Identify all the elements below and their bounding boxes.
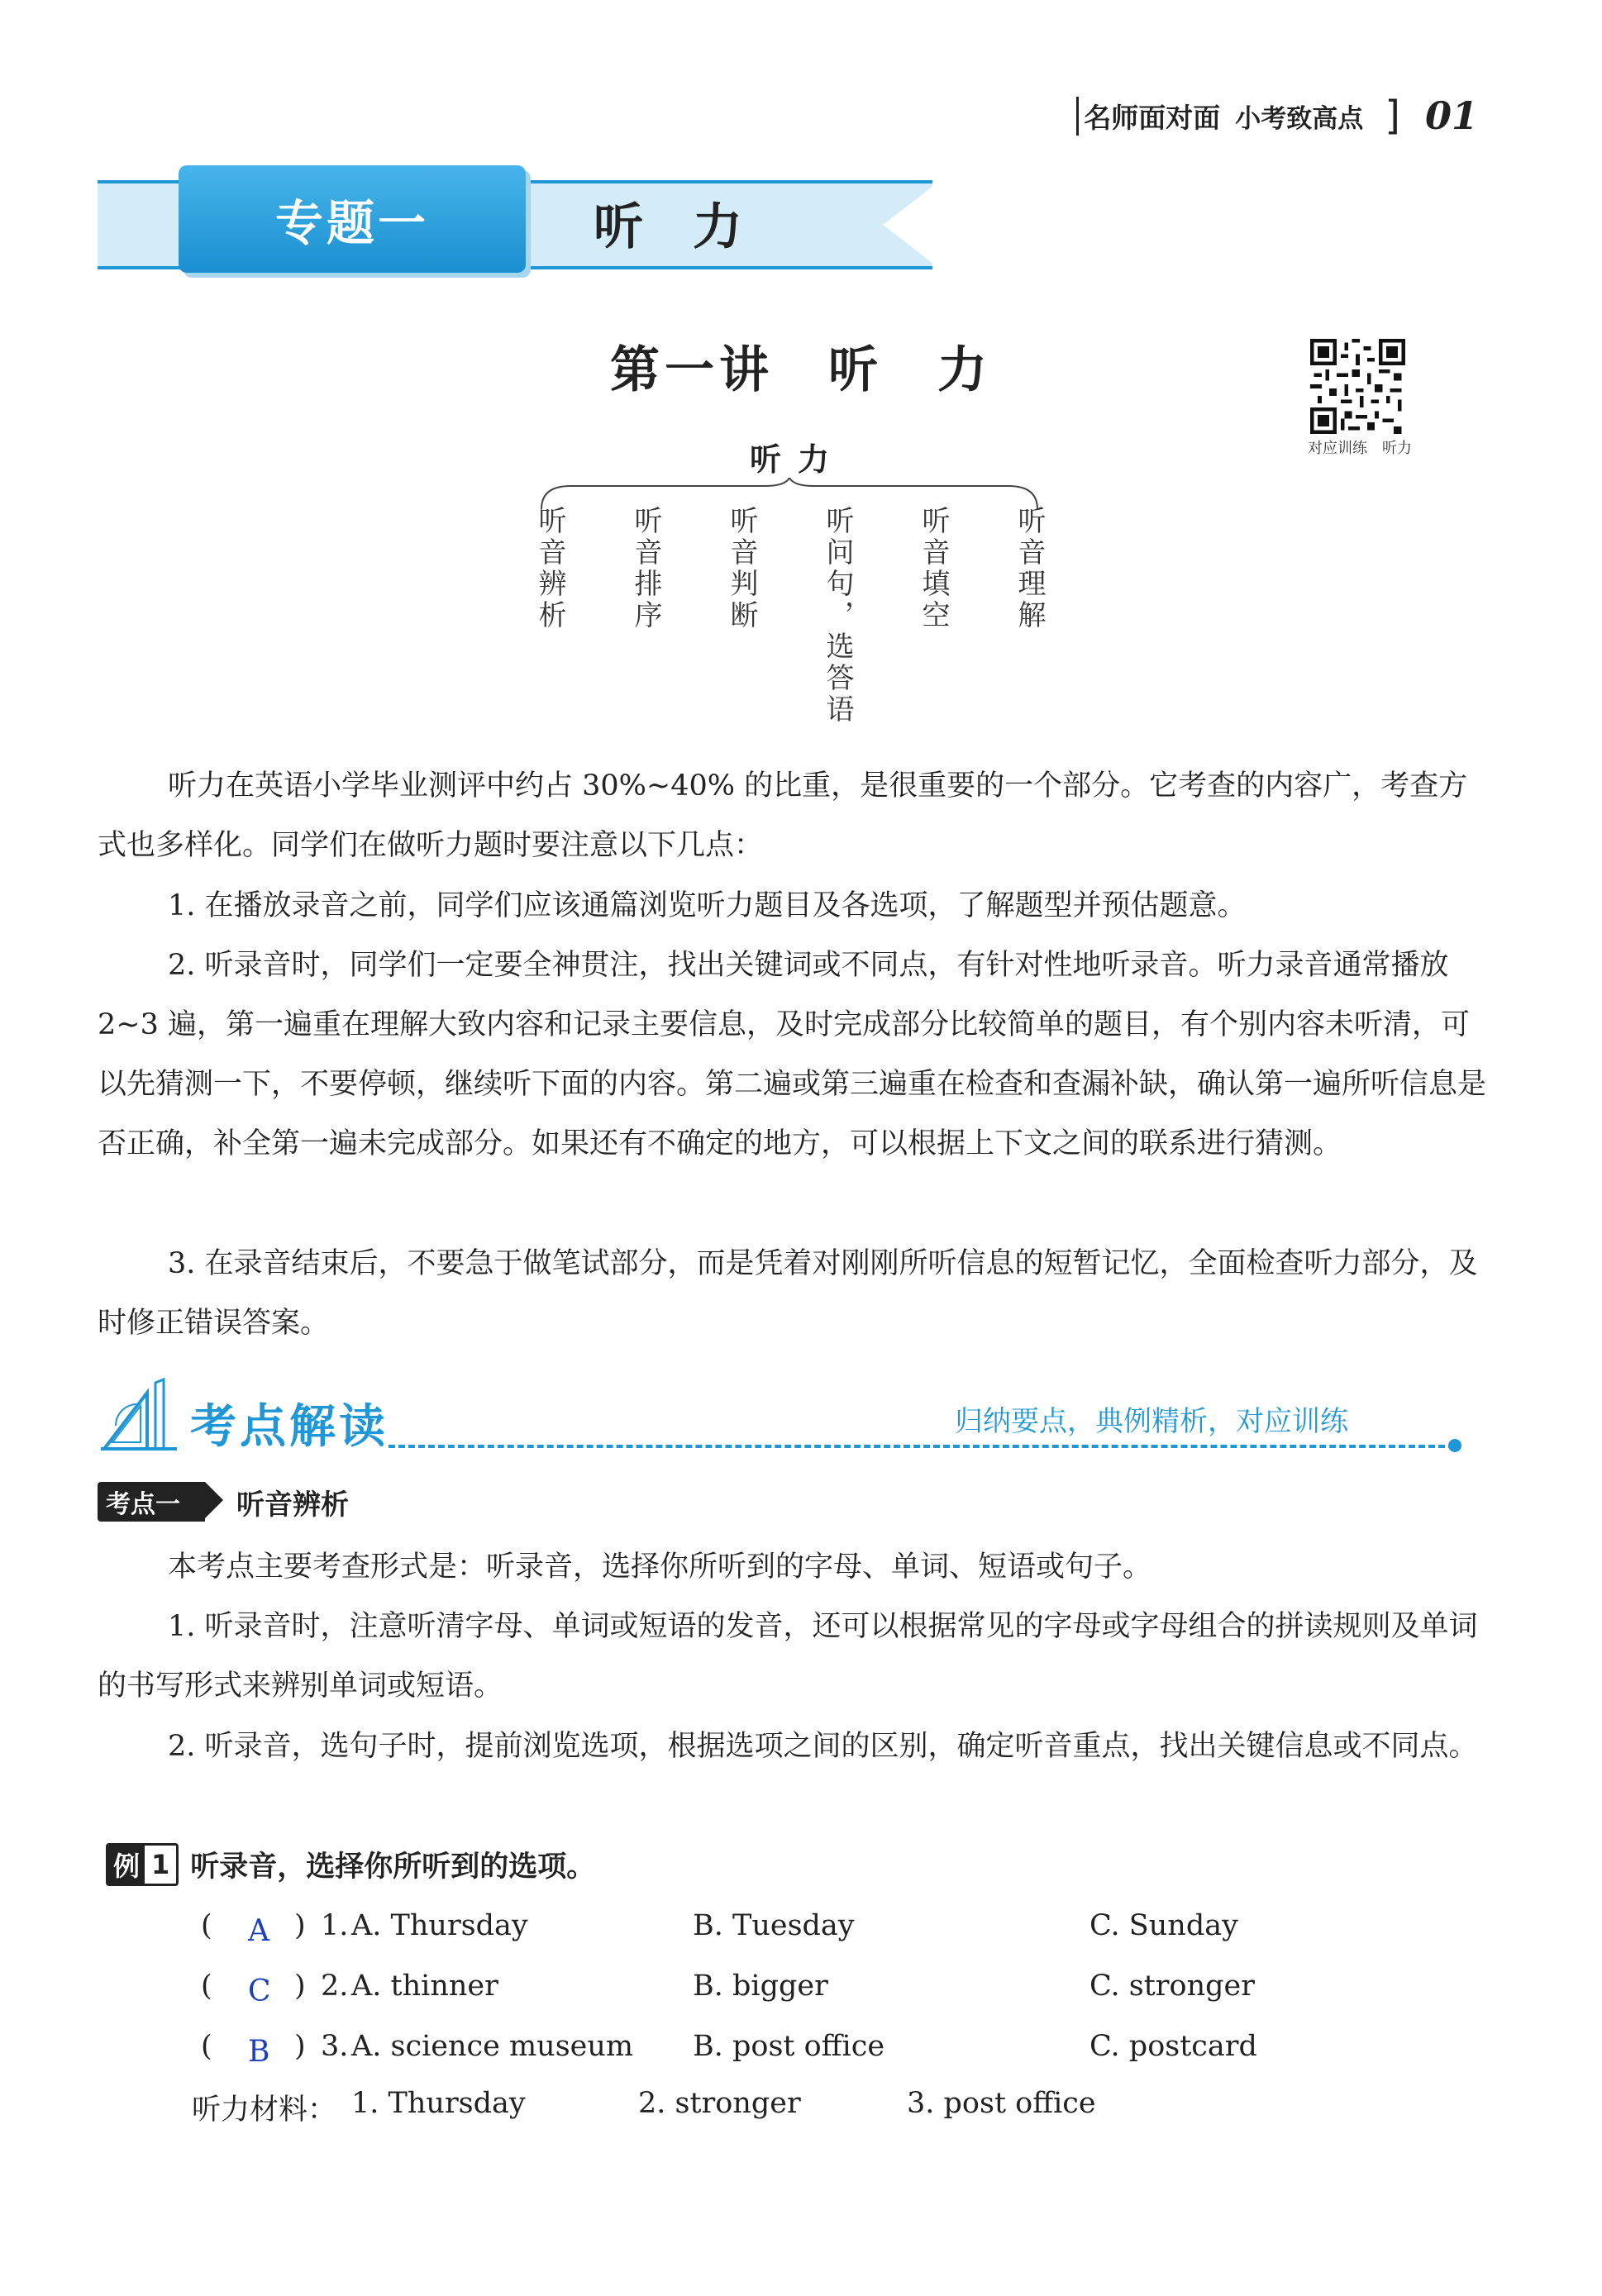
kaodian-paragraph-3: 2. 听录音，选句子时，提前浏览选项，根据选项之间的区别，确定听音重点，找出关键信息或不同点。 — [168, 1730, 1478, 1763]
option-a: A. science museum — [351, 2030, 634, 2063]
answer-mark: B — [248, 2035, 270, 2069]
material-item: 2. stronger — [638, 2087, 801, 2120]
question-row: ( A ) 1. A. Thursday B. Tuesday C. Sunday — [201, 1909, 1238, 1948]
example-badge: 例 1 — [106, 1843, 179, 1886]
example-instruction: 听录音，选择你所听到的选项。 — [190, 1851, 596, 1884]
question-row: ( B ) 3. A. science museum B. post office C. postcard — [201, 2030, 1257, 2069]
topic-title: 听力 — [594, 198, 792, 256]
section-subtitle: 归纳要点，典例精析，对应训练 — [955, 1405, 1348, 1438]
mind-map-branch: 听音判断 — [725, 506, 758, 631]
option-b: B. post office — [693, 2030, 885, 2063]
question-number: 3. — [321, 2030, 349, 2063]
mind-map-root: 听力 — [749, 441, 846, 478]
mind-map-brace — [537, 478, 1042, 511]
lecture-title: 第一讲 听 力 — [610, 341, 992, 399]
kaodian-label — [98, 1484, 349, 1520]
tip-paragraph-2: 2. 听录音时，同学们一定要全神贯注，找出关键词或不同点，有针对性地听录音。听力录音通常播放 2~3 遍，第一遍重在理解大致内容和记录主要信息，及时完成部分比较简单的题目，有个别内容未听清，可以先猜测一下，不要停顿，继续听下面的内容。第二遍或第三遍重在检查和查漏补缺，确认第一遍所听信息是否正确，补全第一遍未完成部分。如果还有不确定的地方，可以根据上下文之间的联系进行猜测。 — [98, 949, 1487, 1160]
topic-banner — [98, 165, 941, 281]
option-a: A. Thursday — [351, 1909, 528, 1942]
section-divider — [389, 1445, 1455, 1448]
section-divider-dot — [1448, 1439, 1461, 1452]
qr-caption: 对应训练 听力 — [1308, 440, 1412, 457]
running-head — [1076, 93, 1478, 139]
option-a: A. thinner — [351, 1970, 498, 2003]
example-label — [106, 1843, 595, 1886]
ruler-triangle-icon — [98, 1376, 180, 1455]
option-b: B. Tuesday — [693, 1909, 855, 1942]
option-b: B. bigger — [693, 1970, 828, 2003]
mind-map-branch: 听音填空 — [917, 506, 950, 631]
kaodian-paragraph-2: 1. 听录音时，注意听清字母、单词或短语的发音，还可以根据常见的字母或字母组合的拼读规则及单词的书写形式来辨别单词或短语。 — [98, 1610, 1478, 1703]
kaodian-badge: 考点一 — [98, 1482, 205, 1522]
material-label: 听力材料： — [192, 2094, 337, 2127]
mind-map-branch: 听音辨析 — [533, 506, 566, 631]
material-item: 1. Thursday — [351, 2087, 526, 2120]
answer-mark: A — [248, 1914, 269, 1948]
tip-paragraph-1: 1. 在播放录音之前，同学们应该通篇浏览听力题目及各选项，了解题型并预估题意。 — [168, 889, 1247, 922]
qr-code-icon[interactable] — [1310, 339, 1405, 434]
section-title: 考点解读 — [190, 1400, 389, 1454]
tip-paragraph-3: 3. 在录音结束后，不要急于做笔试部分，而是凭着对刚刚所听信息的短暂记忆，全面检查听力部分，及时修正错误答案。 — [98, 1247, 1478, 1340]
kaodian-paragraph-1: 本考点主要考查形式是：听录音，选择你所听到的字母、单词、短语或句子。 — [168, 1551, 1152, 1584]
question-row: ( C ) 2. A. thinner B. bigger C. stronger — [201, 1970, 1256, 2008]
kaodian-title: 听音辨析 — [236, 1488, 349, 1522]
mind-map-branch: 听问句，选答语 — [821, 506, 854, 726]
topic-tag — [179, 165, 526, 273]
question-number: 1. — [321, 1909, 349, 1942]
material-item: 3. post office — [907, 2087, 1096, 2120]
mind-map-branch: 听音理解 — [1013, 506, 1046, 631]
answer-mark: C — [248, 1974, 271, 2008]
listening-material — [192, 2087, 1432, 2136]
topic-tag-label: 专题一 — [274, 195, 429, 251]
series-slogan: 小考致高点 — [1235, 103, 1364, 134]
series-name: 名师面对面 — [1076, 97, 1220, 136]
option-c: C. Sunday — [1089, 1909, 1238, 1942]
banner-ribbon-tail — [883, 180, 941, 269]
bracket-glyph: ] — [1385, 93, 1400, 139]
option-c: C. stronger — [1089, 1970, 1256, 2003]
option-c: C. postcard — [1089, 2030, 1257, 2063]
question-number: 2. — [321, 1970, 349, 2003]
mind-map-branch: 听音排序 — [629, 506, 662, 631]
page-number: 01 — [1424, 93, 1478, 138]
intro-paragraph: 听力在英语小学毕业测评中约占 30%~40% 的比重，是很重要的一个部分。它考查的内容广，考查方式也多样化。同学们在做听力题时要注意以下几点： — [98, 769, 1468, 862]
